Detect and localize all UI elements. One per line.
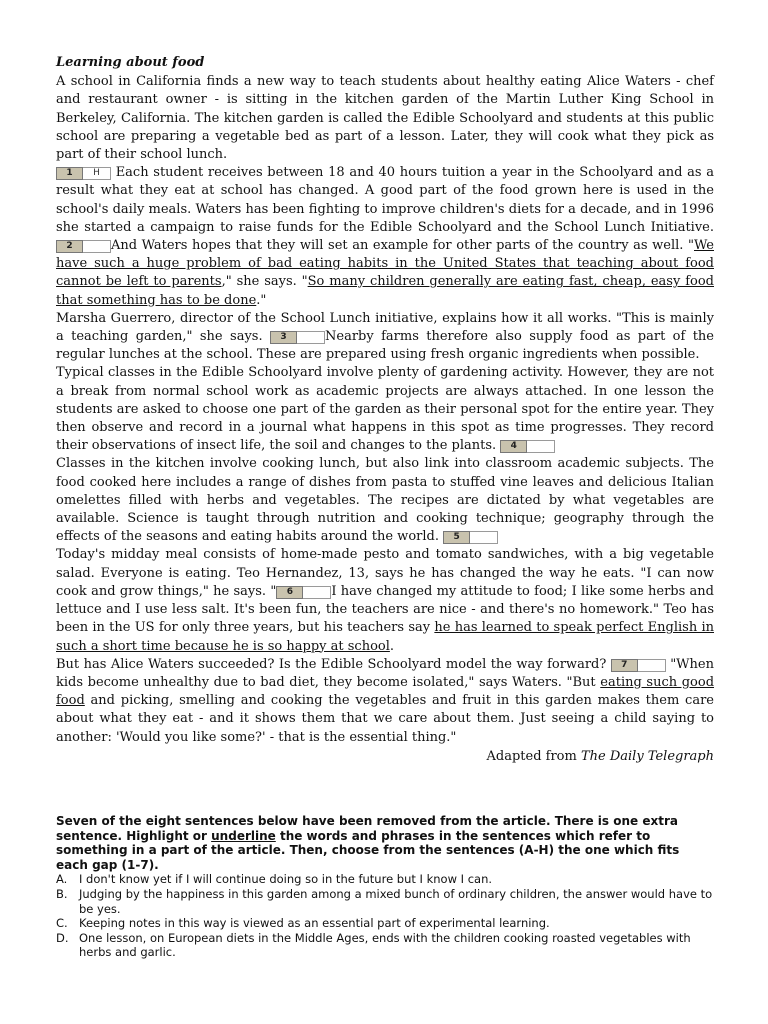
paragraph-2-text: And Waters hopes that they will set an example for other parts of the country as well. " [111, 238, 694, 254]
paragraph-2-text: ." [256, 292, 267, 308]
paragraph-7 [56, 656, 714, 747]
task-instructions [56, 814, 714, 872]
underlined-phrase: he has learned to speak perfect English in such a short time because he is so happy at school [56, 620, 714, 654]
paragraph-5-text: Classes in the kitchen involve cooking lunch, but also link into classroom academic subjects. The food cooked here includes a range of dishes from pasta to stuffed vine leaves and delicious Italian omelettes filled with herbs and vegetables. The recipes are dictated by what vegetables are available. Science is taught through nutrition and cooking technique; geography through the effects of the seasons and eating habits around the world. [56, 456, 714, 545]
gap-3[interactable] [270, 331, 325, 344]
gap-2[interactable] [56, 240, 111, 253]
paragraph-6-text: Today's midday meal consists of home-made pesto and tomato sandwiches, with a big vegetable salad. Everyone is eating. Teo Hernandez, 13, says he has changed the way he eats. "I can now cook and grow things," he says. " [56, 547, 714, 599]
option-item[interactable] [56, 887, 714, 916]
article-title: Learning about food [56, 55, 205, 70]
gap-4[interactable] [500, 440, 555, 453]
paragraph-2-text: ," she says. " [221, 274, 308, 290]
option-letter: C. [56, 916, 68, 931]
paragraph-6 [56, 546, 714, 655]
instructions-text: Seven of the eight sentences below have been removed from the article. There is one extra sentence. Highlight or [56, 814, 678, 843]
paragraph-4 [56, 364, 714, 455]
gap-answer[interactable] [527, 440, 555, 453]
option-text: Keeping notes in this way is viewed as an essential part of experimental learning. [79, 916, 550, 931]
gap-number: 5 [443, 531, 470, 544]
gap-answer[interactable] [297, 331, 325, 344]
article [56, 54, 714, 766]
gap-answer[interactable] [470, 531, 498, 544]
gap-answer[interactable] [83, 240, 111, 253]
credit-source: The Daily Telegraph [580, 748, 714, 764]
paragraph-4-text: Typical classes in the Edible Schoolyard involve plenty of gardening activity. However, they are not a break from normal school work as academic projects are always attached. In one lesson the students are asked to choose one part of the garden as their personal spot for the entire year. They then observe and record in a journal what happens in this spot as time progresses. They record their observations of insect life, the soil and changes to the plants. [56, 365, 714, 454]
gap-number: 7 [611, 659, 638, 672]
paragraph-3-text: Nearby farms therefore also supply food as part of the regular lunches at the school. These are prepared using fresh organic ingredients when possible. [56, 329, 715, 363]
option-item[interactable] [56, 872, 714, 887]
paragraph-3 [56, 310, 714, 365]
gap-number: 3 [270, 331, 297, 344]
gap-answer[interactable] [638, 659, 666, 672]
gap-number: 6 [276, 586, 303, 599]
credit-prefix: Adapted from [486, 748, 581, 764]
gap-5[interactable] [443, 531, 498, 544]
paragraph-7-text: But has Alice Waters succeeded? Is the Edible Schoolyard model the way forward? [56, 656, 611, 672]
option-text: Judging by the happiness in this garden among a mixed bunch of ordinary children, the answer would have to be yes. [79, 886, 713, 916]
option-list [56, 872, 714, 960]
source-credit [56, 748, 714, 766]
gap-number: 4 [500, 440, 527, 453]
paragraph-3-text: Marsha Guerrero, director of the School Lunch initiative, explains how it all works. "This is mainly a teaching garden," she says. [56, 310, 714, 345]
gap-1[interactable] [56, 167, 111, 180]
option-letter: A. [56, 872, 68, 887]
gap-7[interactable] [611, 659, 666, 672]
option-text: I don't know yet if I will continue doing so in the future but I know I can. [79, 872, 493, 887]
option-letter: B. [56, 886, 68, 901]
paragraph-5 [56, 455, 714, 546]
paragraph-1 [56, 73, 714, 310]
gap-6[interactable] [276, 586, 331, 599]
underlined-phrase: We have such a huge problem of bad eating habits in the United States that teaching about food cannot be left to parents [56, 238, 714, 290]
task-section [56, 814, 714, 960]
gap-number: 1 [56, 167, 83, 180]
paragraph-7-text: and picking, smelling and cooking the vegetables and fruit in this garden makes them care about what they eat - and it shows them that we care about them. Just seeing a child saying to another: 'Would you like some?' - that is the essential thing." [56, 693, 714, 745]
gap-number: 2 [56, 240, 83, 253]
paragraph-6-text: I have changed my attitude to food; I like some herbs and lettuce and I use less salt. It's been fun, the teachers are nice - and there's no homework." Teo has been in the US for only three years, but his teachers say [56, 583, 715, 636]
gap-answer[interactable] [303, 586, 331, 599]
paragraph-2-text: Each student receives between 18 and 40 hours tuition a year in the Schoolyard and as a result what they eat at school has changed. A good part of the food grown here is used in the school's daily meals. Waters has been fighting to improve children's diets for a decade, and in 1996 she started a campaign to raise funds for the Edible Schoolyard and the School Lunch Initiative. [56, 165, 714, 235]
option-item[interactable] [56, 916, 714, 931]
instructions-underlined: underline [211, 828, 276, 843]
option-text: One lesson, on European diets in the Middle Ages, ends with the children cooking roasted vegetables with herbs and garlic. [79, 930, 691, 960]
instructions-text: the words and phrases in the sentences which refer to something in a part of the article. Then, choose from the sentences (A-H) the one which fits each gap (1-7). [56, 828, 680, 872]
paragraph-1-text: A school in California finds a new way to teach students about healthy eating Alice Waters - chef and restaurant owner - is sitting in the kitchen garden of the Martin Luther King School in Berkeley, California. The kitchen garden is called the Edible Schoolyard and students at this public school are preparing a vegetable bed as part of a lesson. Later, they will cook what they pick as part of their school lunch. [56, 74, 714, 163]
gap-answer[interactable]: H [83, 167, 111, 180]
paragraph-6-text: . [389, 638, 395, 654]
underlined-phrase: eating such good food [56, 674, 715, 709]
option-letter: D. [56, 930, 69, 945]
underlined-phrase: So many children generally are eating fast, cheap, easy food that something has to be done [56, 274, 714, 308]
option-item[interactable] [56, 931, 714, 960]
paragraph-7-text: "When kids become unhealthy due to bad diet, they become isolated," says Waters. "But [56, 656, 714, 690]
